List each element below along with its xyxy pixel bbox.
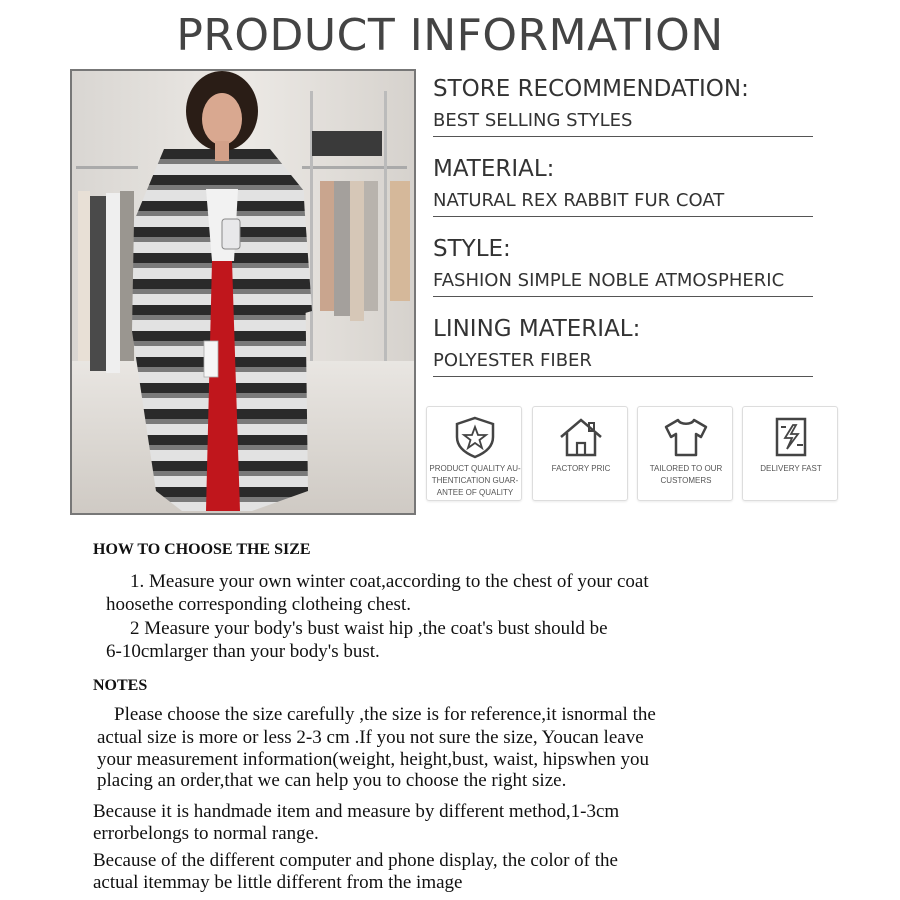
notes-line: placing an order,that we can help you to choose the right size. bbox=[97, 770, 567, 791]
size-guide-line: hoosethe corresponding clotheing chest. bbox=[106, 594, 411, 615]
spec-value: NATURAL REX RABBIT FUR COAT bbox=[433, 186, 813, 217]
badge-text-line: TAILORED TO OUR bbox=[649, 464, 723, 473]
spec-label: STYLE: bbox=[433, 236, 511, 262]
notes-heading: NOTES bbox=[93, 677, 148, 694]
badge-delivery bbox=[742, 406, 838, 501]
feature-badges bbox=[426, 406, 838, 502]
spec-lining-material bbox=[433, 312, 813, 392]
notes-line: Because of the different computer and phone display, the color of the bbox=[93, 850, 618, 871]
notes-line: actual size is more or less 2-3 cm .If you not sure the size, Youcan leave bbox=[97, 727, 644, 748]
badge-text-line: PRODUCT QUALITY AU- bbox=[429, 464, 521, 473]
badge-text-line: FACTORY PRIC bbox=[551, 464, 611, 473]
spec-style bbox=[433, 232, 813, 312]
badge-text-line: CUSTOMERS bbox=[660, 476, 712, 485]
notes-line: errorbelongs to normal range. bbox=[93, 823, 319, 844]
spec-label: LINING MATERIAL: bbox=[433, 316, 641, 342]
notes-line: Because it is handmade item and measure by different method,1-3cm bbox=[93, 801, 620, 822]
page-title: PRODUCT INFORMATION bbox=[176, 10, 724, 61]
product-specs bbox=[433, 72, 813, 392]
notes-line: Please choose the size carefully ,the size is for reference,it isnormal the bbox=[114, 704, 656, 725]
shield-star-icon bbox=[451, 415, 499, 459]
spec-store-recommendation bbox=[433, 72, 813, 152]
badge-text-line: ANTEE OF QUALITY bbox=[436, 488, 514, 497]
badge-tailored bbox=[637, 406, 733, 501]
badge-quality bbox=[426, 406, 522, 501]
notes-line: actual itemmay be little different from the image bbox=[93, 872, 463, 893]
spec-value: FASHION SIMPLE NOBLE ATMOSPHERIC bbox=[433, 266, 813, 297]
tshirt-icon bbox=[662, 415, 710, 459]
size-guide-line: 2 Measure your body's bust waist hip ,the coat's bust should be bbox=[130, 618, 608, 639]
size-guide-heading: HOW TO CHOOSE THE SIZE bbox=[93, 541, 311, 558]
notes-line: your measurement information(weight, height,bust, waist, hipswhen you bbox=[97, 749, 649, 770]
size-guide-line: 6-10cmlarger than your body's bust. bbox=[106, 641, 380, 662]
product-photo bbox=[70, 69, 416, 515]
factory-house-icon bbox=[557, 415, 605, 459]
model-in-fur-coat-image bbox=[72, 71, 414, 513]
size-guide-line: 1. Measure your own winter coat,according to the chest of your coat bbox=[130, 571, 649, 592]
spec-value: BEST SELLING STYLES bbox=[433, 106, 813, 137]
badge-text-line: THENTICATION GUAR- bbox=[431, 476, 519, 485]
spec-material bbox=[433, 152, 813, 232]
delivery-bolt-icon bbox=[767, 415, 815, 459]
spec-label: MATERIAL: bbox=[433, 156, 555, 182]
badge-factory-price bbox=[532, 406, 628, 501]
spec-value: POLYESTER FIBER bbox=[433, 346, 813, 377]
spec-label: STORE RECOMMENDATION: bbox=[433, 76, 749, 102]
badge-text-line: DELIVERY FAST bbox=[760, 464, 822, 473]
